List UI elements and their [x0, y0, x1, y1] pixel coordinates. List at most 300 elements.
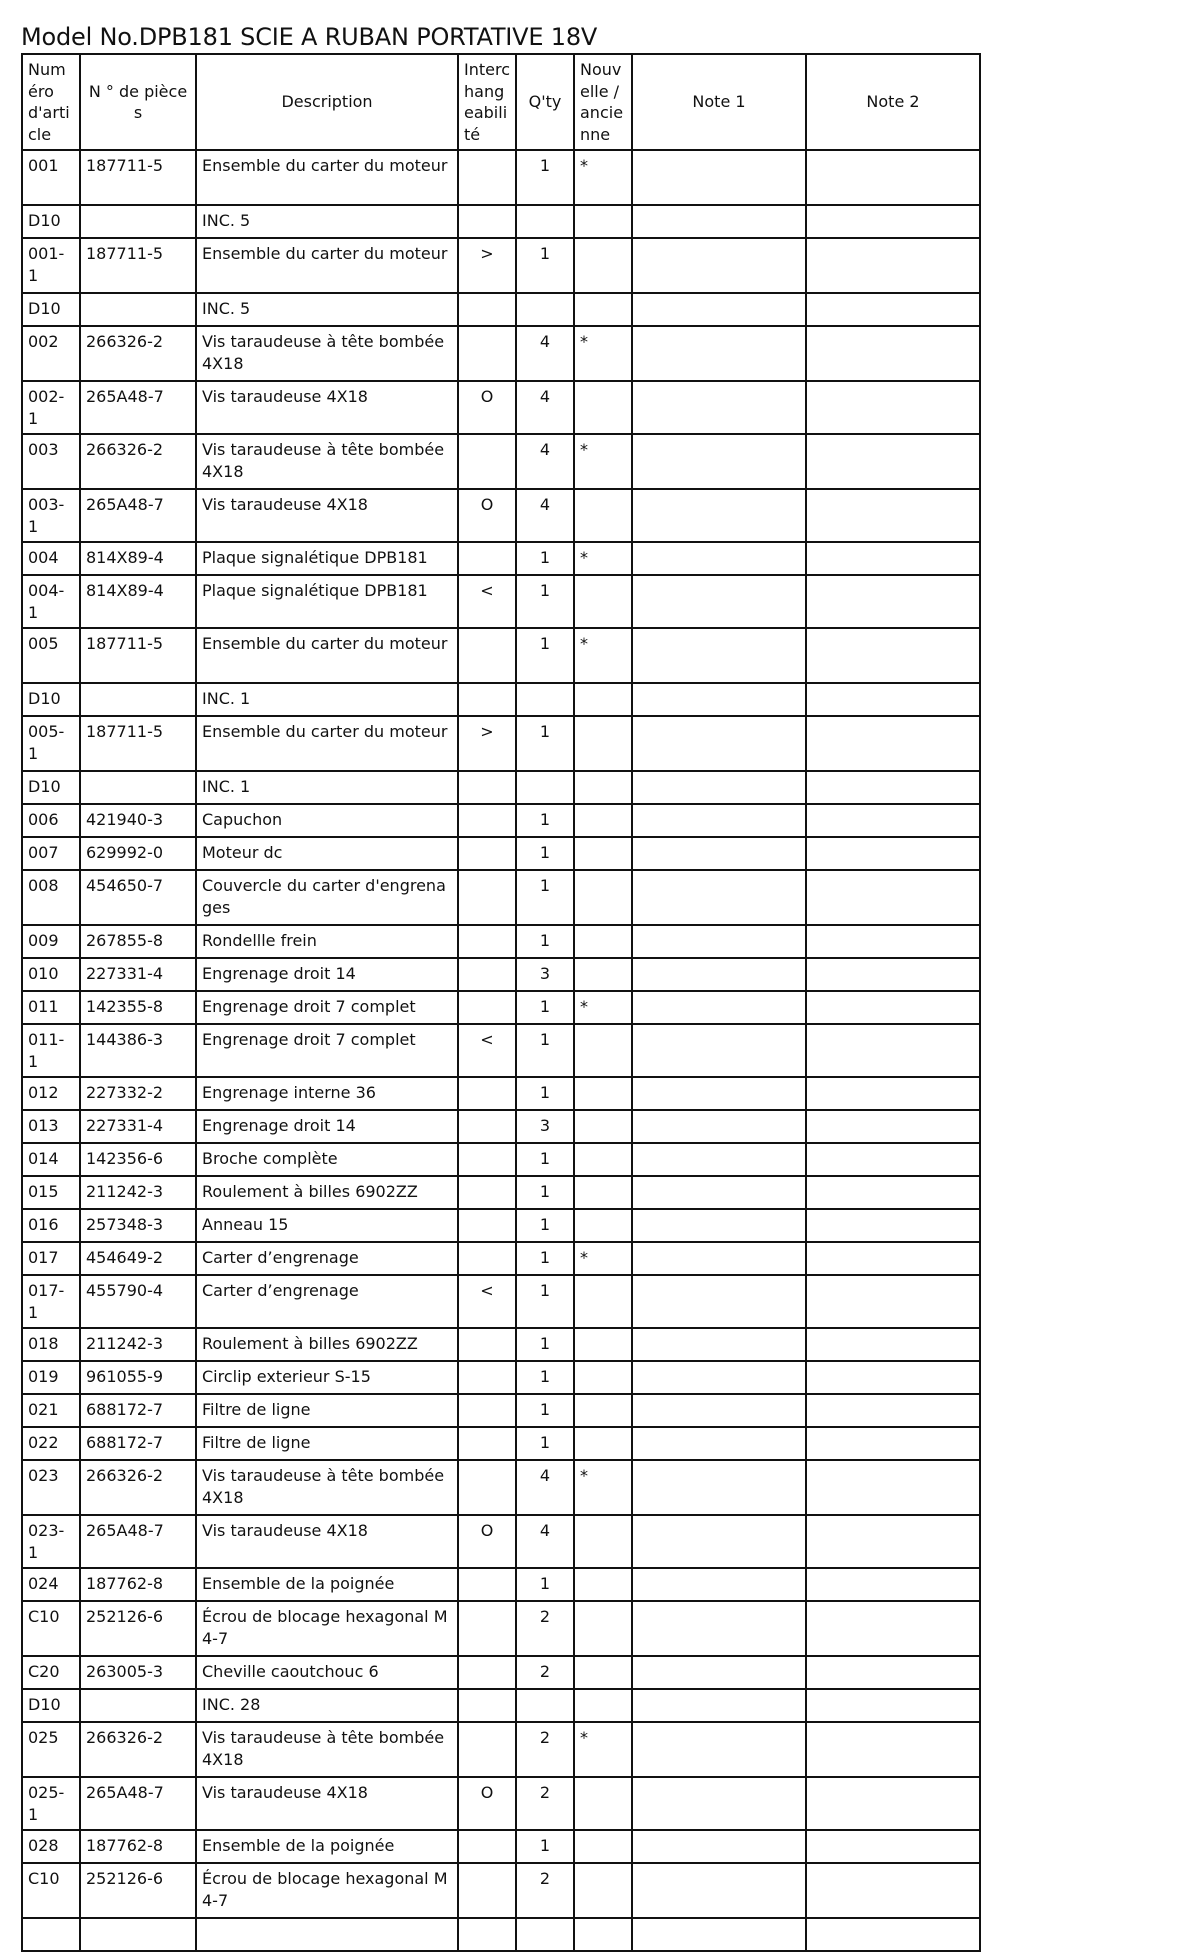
- cell-quantity: [516, 683, 574, 716]
- cell-note-2: [806, 925, 980, 958]
- table-body: [22, 150, 980, 1951]
- cell-new-old: [574, 1568, 632, 1601]
- cell-note-2: [806, 1460, 980, 1515]
- cell-note-1: [632, 575, 806, 628]
- cell-interchangeability: [458, 1689, 516, 1722]
- cell-item-number: C10: [22, 1601, 80, 1656]
- cell-quantity: 2: [516, 1863, 574, 1918]
- cell-note-1: [632, 1656, 806, 1689]
- cell-new-old: [574, 205, 632, 238]
- cell-part-number: 227331-4: [80, 1110, 196, 1143]
- cell-interchangeability: O: [458, 381, 516, 434]
- cell-part-number: 227332-2: [80, 1077, 196, 1110]
- cell-part-number: 814X89-4: [80, 575, 196, 628]
- cell-note-2: [806, 434, 980, 489]
- cell-interchangeability: [458, 837, 516, 870]
- cell-description: Couvercle du carter d'engrenages: [196, 870, 458, 925]
- cell-new-old: [574, 1077, 632, 1110]
- cell-part-number: 263005-3: [80, 1656, 196, 1689]
- cell-item-number: 010: [22, 958, 80, 991]
- cell-interchangeability: [458, 1568, 516, 1601]
- cell-note-1: [632, 1777, 806, 1830]
- table-header: [22, 54, 980, 150]
- cell-note-2: [806, 1361, 980, 1394]
- cell-new-old: [574, 1275, 632, 1328]
- cell-part-number: 266326-2: [80, 434, 196, 489]
- cell-note-1: [632, 150, 806, 205]
- cell-note-1: [632, 1328, 806, 1361]
- table-row: [22, 1275, 980, 1328]
- cell-part-number: 814X89-4: [80, 542, 196, 575]
- cell-note-1: [632, 628, 806, 683]
- cell-quantity: 1: [516, 542, 574, 575]
- cell-note-1: [632, 205, 806, 238]
- cell-note-2: [806, 326, 980, 381]
- cell-item-number: 011-1: [22, 1024, 80, 1077]
- cell-note-2: [806, 870, 980, 925]
- cell-quantity: 3: [516, 1110, 574, 1143]
- table-row: [22, 575, 980, 628]
- cell-new-old: [574, 1427, 632, 1460]
- cell-quantity: [516, 293, 574, 326]
- cell-note-1: [632, 1601, 806, 1656]
- cell-note-1: [632, 1427, 806, 1460]
- cell-item-number: 015: [22, 1176, 80, 1209]
- cell-quantity: [516, 1689, 574, 1722]
- cell-item-number: 021: [22, 1394, 80, 1427]
- cell-note-1: [632, 1515, 806, 1568]
- cell-quantity: 1: [516, 716, 574, 771]
- cell-quantity: 4: [516, 381, 574, 434]
- cell-description: INC. 1: [196, 683, 458, 716]
- cell-description: INC. 5: [196, 293, 458, 326]
- cell-quantity: 3: [516, 958, 574, 991]
- cell-new-old: [574, 1361, 632, 1394]
- table-row: [22, 489, 980, 542]
- cell-description: Ensemble du carter du moteur: [196, 150, 458, 205]
- cell-item-number: D10: [22, 683, 80, 716]
- cell-note-1: [632, 238, 806, 293]
- cell-new-old: *: [574, 1460, 632, 1515]
- cell-interchangeability: [458, 293, 516, 326]
- cell-part-number: 211242-3: [80, 1328, 196, 1361]
- cell-interchangeability: O: [458, 489, 516, 542]
- cell-quantity: 4: [516, 1460, 574, 1515]
- cell-item-number: 025-1: [22, 1777, 80, 1830]
- cell-item-number: 018: [22, 1328, 80, 1361]
- cell-note-1: [632, 1830, 806, 1863]
- cell-note-1: [632, 1361, 806, 1394]
- table-row: [22, 1361, 980, 1394]
- cell-note-1: [632, 1460, 806, 1515]
- parts-table: [21, 53, 981, 1952]
- cell-new-old: *: [574, 326, 632, 381]
- cell-quantity: 1: [516, 870, 574, 925]
- cell-item-number: 011: [22, 991, 80, 1024]
- cell-note-2: [806, 1110, 980, 1143]
- cell-item-number: 001: [22, 150, 80, 205]
- cell-note-1: [632, 1209, 806, 1242]
- cell-note-1: [632, 1242, 806, 1275]
- cell-note-2: [806, 804, 980, 837]
- table-row: [22, 434, 980, 489]
- table-row: [22, 991, 980, 1024]
- cell-description: Rondellle frein: [196, 925, 458, 958]
- cell-quantity: 1: [516, 837, 574, 870]
- header-description: Description: [196, 54, 458, 150]
- cell-new-old: [574, 870, 632, 925]
- cell-description: Moteur dc: [196, 837, 458, 870]
- cell-interchangeability: [458, 1722, 516, 1777]
- cell-interchangeability: [458, 1656, 516, 1689]
- cell-interchangeability: [458, 683, 516, 716]
- cell-new-old: [574, 958, 632, 991]
- cell-item-number: D10: [22, 293, 80, 326]
- cell-description: Vis taraudeuse à tête bombée 4X18: [196, 1460, 458, 1515]
- cell-new-old: [574, 238, 632, 293]
- cell-note-2: [806, 1568, 980, 1601]
- cell-interchangeability: [458, 1601, 516, 1656]
- cell-description: [196, 1918, 458, 1951]
- cell-new-old: [574, 1110, 632, 1143]
- cell-quantity: 4: [516, 489, 574, 542]
- cell-note-2: [806, 489, 980, 542]
- cell-quantity: 1: [516, 1275, 574, 1328]
- cell-part-number: 187711-5: [80, 150, 196, 205]
- cell-note-1: [632, 1143, 806, 1176]
- cell-part-number: 144386-3: [80, 1024, 196, 1077]
- cell-description: Écrou de blocage hexagonal M4-7: [196, 1601, 458, 1656]
- cell-item-number: D10: [22, 771, 80, 804]
- cell-note-2: [806, 238, 980, 293]
- cell-part-number: 265A48-7: [80, 489, 196, 542]
- table-row: [22, 381, 980, 434]
- cell-interchangeability: [458, 1918, 516, 1951]
- cell-description: Ensemble du carter du moteur: [196, 238, 458, 293]
- cell-part-number: 266326-2: [80, 1460, 196, 1515]
- header-interchangeability: Interchangeabilité: [458, 54, 516, 150]
- cell-description: INC. 5: [196, 205, 458, 238]
- cell-new-old: *: [574, 150, 632, 205]
- cell-item-number: 016: [22, 1209, 80, 1242]
- cell-note-2: [806, 1328, 980, 1361]
- cell-note-1: [632, 1568, 806, 1601]
- table-row: [22, 238, 980, 293]
- cell-description: Écrou de blocage hexagonal M4-7: [196, 1863, 458, 1918]
- cell-new-old: *: [574, 991, 632, 1024]
- table-row: [22, 771, 980, 804]
- cell-note-2: [806, 150, 980, 205]
- cell-new-old: [574, 293, 632, 326]
- cell-interchangeability: [458, 326, 516, 381]
- cell-new-old: [574, 771, 632, 804]
- cell-new-old: *: [574, 1722, 632, 1777]
- cell-description: Ensemble du carter du moteur: [196, 716, 458, 771]
- cell-part-number: 227331-4: [80, 958, 196, 991]
- cell-quantity: 2: [516, 1777, 574, 1830]
- cell-interchangeability: [458, 1143, 516, 1176]
- cell-interchangeability: [458, 542, 516, 575]
- cell-new-old: *: [574, 1242, 632, 1275]
- cell-new-old: [574, 1689, 632, 1722]
- table-row: [22, 958, 980, 991]
- cell-description: Engrenage droit 7 complet: [196, 991, 458, 1024]
- table-row: [22, 293, 980, 326]
- cell-new-old: [574, 1328, 632, 1361]
- cell-part-number: 142355-8: [80, 991, 196, 1024]
- cell-new-old: [574, 716, 632, 771]
- cell-item-number: C20: [22, 1656, 80, 1689]
- cell-description: Filtre de ligne: [196, 1427, 458, 1460]
- cell-note-1: [632, 489, 806, 542]
- table-row: [22, 1656, 980, 1689]
- cell-description: Vis taraudeuse 4X18: [196, 489, 458, 542]
- cell-new-old: *: [574, 542, 632, 575]
- cell-new-old: *: [574, 628, 632, 683]
- cell-note-1: [632, 870, 806, 925]
- cell-new-old: [574, 804, 632, 837]
- cell-part-number: 187711-5: [80, 628, 196, 683]
- cell-interchangeability: [458, 628, 516, 683]
- cell-quantity: 1: [516, 1830, 574, 1863]
- cell-part-number: 688172-7: [80, 1427, 196, 1460]
- cell-note-2: [806, 628, 980, 683]
- cell-note-2: [806, 958, 980, 991]
- cell-quantity: 1: [516, 628, 574, 683]
- cell-note-1: [632, 293, 806, 326]
- cell-note-2: [806, 1515, 980, 1568]
- cell-item-number: 013: [22, 1110, 80, 1143]
- cell-item-number: 002: [22, 326, 80, 381]
- cell-part-number: [80, 293, 196, 326]
- table-row: [22, 542, 980, 575]
- cell-quantity: 1: [516, 1077, 574, 1110]
- cell-quantity: 1: [516, 804, 574, 837]
- cell-part-number: 252126-6: [80, 1863, 196, 1918]
- cell-interchangeability: [458, 991, 516, 1024]
- cell-note-2: [806, 205, 980, 238]
- cell-note-2: [806, 1863, 980, 1918]
- cell-interchangeability: [458, 804, 516, 837]
- cell-item-number: 022: [22, 1427, 80, 1460]
- cell-quantity: 1: [516, 1024, 574, 1077]
- cell-note-2: [806, 293, 980, 326]
- cell-description: Roulement à billes 6902ZZ: [196, 1328, 458, 1361]
- cell-note-2: [806, 1427, 980, 1460]
- cell-description: Cheville caoutchouc 6: [196, 1656, 458, 1689]
- table-row: [22, 804, 980, 837]
- cell-interchangeability: [458, 870, 516, 925]
- cell-quantity: 1: [516, 1394, 574, 1427]
- cell-part-number: 187711-5: [80, 238, 196, 293]
- cell-item-number: 019: [22, 1361, 80, 1394]
- cell-description: Carter d’engrenage: [196, 1275, 458, 1328]
- cell-item-number: 003: [22, 434, 80, 489]
- cell-note-2: [806, 1176, 980, 1209]
- cell-part-number: 257348-3: [80, 1209, 196, 1242]
- cell-interchangeability: [458, 1176, 516, 1209]
- cell-description: Engrenage droit 14: [196, 1110, 458, 1143]
- cell-new-old: [574, 837, 632, 870]
- cell-interchangeability: [458, 958, 516, 991]
- cell-description: Vis taraudeuse à tête bombée 4X18: [196, 434, 458, 489]
- cell-quantity: 1: [516, 575, 574, 628]
- cell-interchangeability: [458, 1427, 516, 1460]
- cell-item-number: 014: [22, 1143, 80, 1176]
- cell-new-old: [574, 925, 632, 958]
- cell-quantity: 1: [516, 925, 574, 958]
- cell-interchangeability: [458, 434, 516, 489]
- table-row: [22, 326, 980, 381]
- cell-part-number: 211242-3: [80, 1176, 196, 1209]
- header-part-number: N ° de pièces: [80, 54, 196, 150]
- table-row: [22, 205, 980, 238]
- cell-interchangeability: [458, 1830, 516, 1863]
- cell-description: Engrenage droit 14: [196, 958, 458, 991]
- cell-note-1: [632, 1176, 806, 1209]
- table-row: [22, 1077, 980, 1110]
- cell-part-number: 142356-6: [80, 1143, 196, 1176]
- cell-item-number: 005: [22, 628, 80, 683]
- cell-new-old: [574, 1209, 632, 1242]
- cell-item-number: 007: [22, 837, 80, 870]
- cell-item-number: D10: [22, 1689, 80, 1722]
- cell-quantity: 1: [516, 1143, 574, 1176]
- cell-note-2: [806, 716, 980, 771]
- cell-quantity: 4: [516, 1515, 574, 1568]
- cell-part-number: 629992-0: [80, 837, 196, 870]
- cell-description: Circlip exterieur S-15: [196, 1361, 458, 1394]
- cell-note-1: [632, 837, 806, 870]
- cell-description: Engrenage interne 36: [196, 1077, 458, 1110]
- table-row: [22, 1176, 980, 1209]
- table-row: [22, 716, 980, 771]
- cell-description: Broche complète: [196, 1143, 458, 1176]
- cell-description: Vis taraudeuse 4X18: [196, 1515, 458, 1568]
- cell-description: Carter d’engrenage: [196, 1242, 458, 1275]
- cell-note-1: [632, 1077, 806, 1110]
- cell-description: Plaque signalétique DPB181: [196, 542, 458, 575]
- cell-interchangeability: O: [458, 1515, 516, 1568]
- cell-note-2: [806, 1394, 980, 1427]
- cell-note-2: [806, 1242, 980, 1275]
- cell-new-old: [574, 1918, 632, 1951]
- cell-description: Vis taraudeuse à tête bombée 4X18: [196, 326, 458, 381]
- cell-part-number: [80, 683, 196, 716]
- cell-note-1: [632, 716, 806, 771]
- cell-item-number: D10: [22, 205, 80, 238]
- cell-quantity: 2: [516, 1722, 574, 1777]
- table-row: [22, 1601, 980, 1656]
- cell-part-number: 265A48-7: [80, 1777, 196, 1830]
- cell-part-number: 252126-6: [80, 1601, 196, 1656]
- cell-part-number: 265A48-7: [80, 1515, 196, 1568]
- table-row: [22, 1689, 980, 1722]
- cell-new-old: [574, 1394, 632, 1427]
- cell-description: Engrenage droit 7 complet: [196, 1024, 458, 1077]
- cell-interchangeability: [458, 205, 516, 238]
- cell-item-number: 005-1: [22, 716, 80, 771]
- table-row: [22, 1460, 980, 1515]
- header-new-old: Nouvelle / ancienne: [574, 54, 632, 150]
- cell-interchangeability: [458, 1077, 516, 1110]
- cell-note-2: [806, 542, 980, 575]
- table-row: [22, 1242, 980, 1275]
- cell-note-1: [632, 381, 806, 434]
- cell-interchangeability: >: [458, 238, 516, 293]
- cell-item-number: 012: [22, 1077, 80, 1110]
- cell-part-number: 454649-2: [80, 1242, 196, 1275]
- cell-quantity: 1: [516, 1176, 574, 1209]
- table-row: [22, 925, 980, 958]
- cell-note-1: [632, 925, 806, 958]
- cell-note-1: [632, 1689, 806, 1722]
- cell-part-number: 187762-8: [80, 1568, 196, 1601]
- cell-quantity: 1: [516, 150, 574, 205]
- cell-part-number: 266326-2: [80, 326, 196, 381]
- cell-interchangeability: O: [458, 1777, 516, 1830]
- cell-note-1: [632, 434, 806, 489]
- cell-note-2: [806, 1918, 980, 1951]
- cell-note-2: [806, 683, 980, 716]
- table-row: [22, 1830, 980, 1863]
- cell-quantity: 1: [516, 1242, 574, 1275]
- cell-note-1: [632, 542, 806, 575]
- cell-description: INC. 28: [196, 1689, 458, 1722]
- table-row: [22, 1863, 980, 1918]
- cell-part-number: 187711-5: [80, 716, 196, 771]
- cell-item-number: 006: [22, 804, 80, 837]
- cell-part-number: [80, 205, 196, 238]
- cell-item-number: 017: [22, 1242, 80, 1275]
- cell-description: Vis taraudeuse 4X18: [196, 1777, 458, 1830]
- cell-note-2: [806, 1601, 980, 1656]
- cell-interchangeability: [458, 1863, 516, 1918]
- cell-note-1: [632, 1110, 806, 1143]
- table-row: [22, 1722, 980, 1777]
- table-row: [22, 628, 980, 683]
- header-note-2: Note 2: [806, 54, 980, 150]
- cell-item-number: 002-1: [22, 381, 80, 434]
- cell-note-2: [806, 1656, 980, 1689]
- cell-part-number: 688172-7: [80, 1394, 196, 1427]
- cell-new-old: *: [574, 434, 632, 489]
- cell-note-2: [806, 1209, 980, 1242]
- cell-interchangeability: <: [458, 1024, 516, 1077]
- cell-new-old: [574, 1777, 632, 1830]
- header-item-number: Numéro d'article: [22, 54, 80, 150]
- cell-new-old: [574, 1863, 632, 1918]
- cell-quantity: 1: [516, 1568, 574, 1601]
- cell-part-number: [80, 1918, 196, 1951]
- cell-item-number: 001-1: [22, 238, 80, 293]
- cell-description: Ensemble de la poignée: [196, 1568, 458, 1601]
- cell-note-2: [806, 837, 980, 870]
- table-row: [22, 837, 980, 870]
- table-row: [22, 1328, 980, 1361]
- cell-new-old: [574, 575, 632, 628]
- table-row: [22, 1394, 980, 1427]
- cell-note-1: [632, 991, 806, 1024]
- table-row: [22, 1427, 980, 1460]
- cell-part-number: 421940-3: [80, 804, 196, 837]
- cell-item-number: 017-1: [22, 1275, 80, 1328]
- cell-interchangeability: >: [458, 716, 516, 771]
- cell-quantity: [516, 771, 574, 804]
- cell-interchangeability: [458, 925, 516, 958]
- cell-item-number: 023-1: [22, 1515, 80, 1568]
- cell-note-2: [806, 1689, 980, 1722]
